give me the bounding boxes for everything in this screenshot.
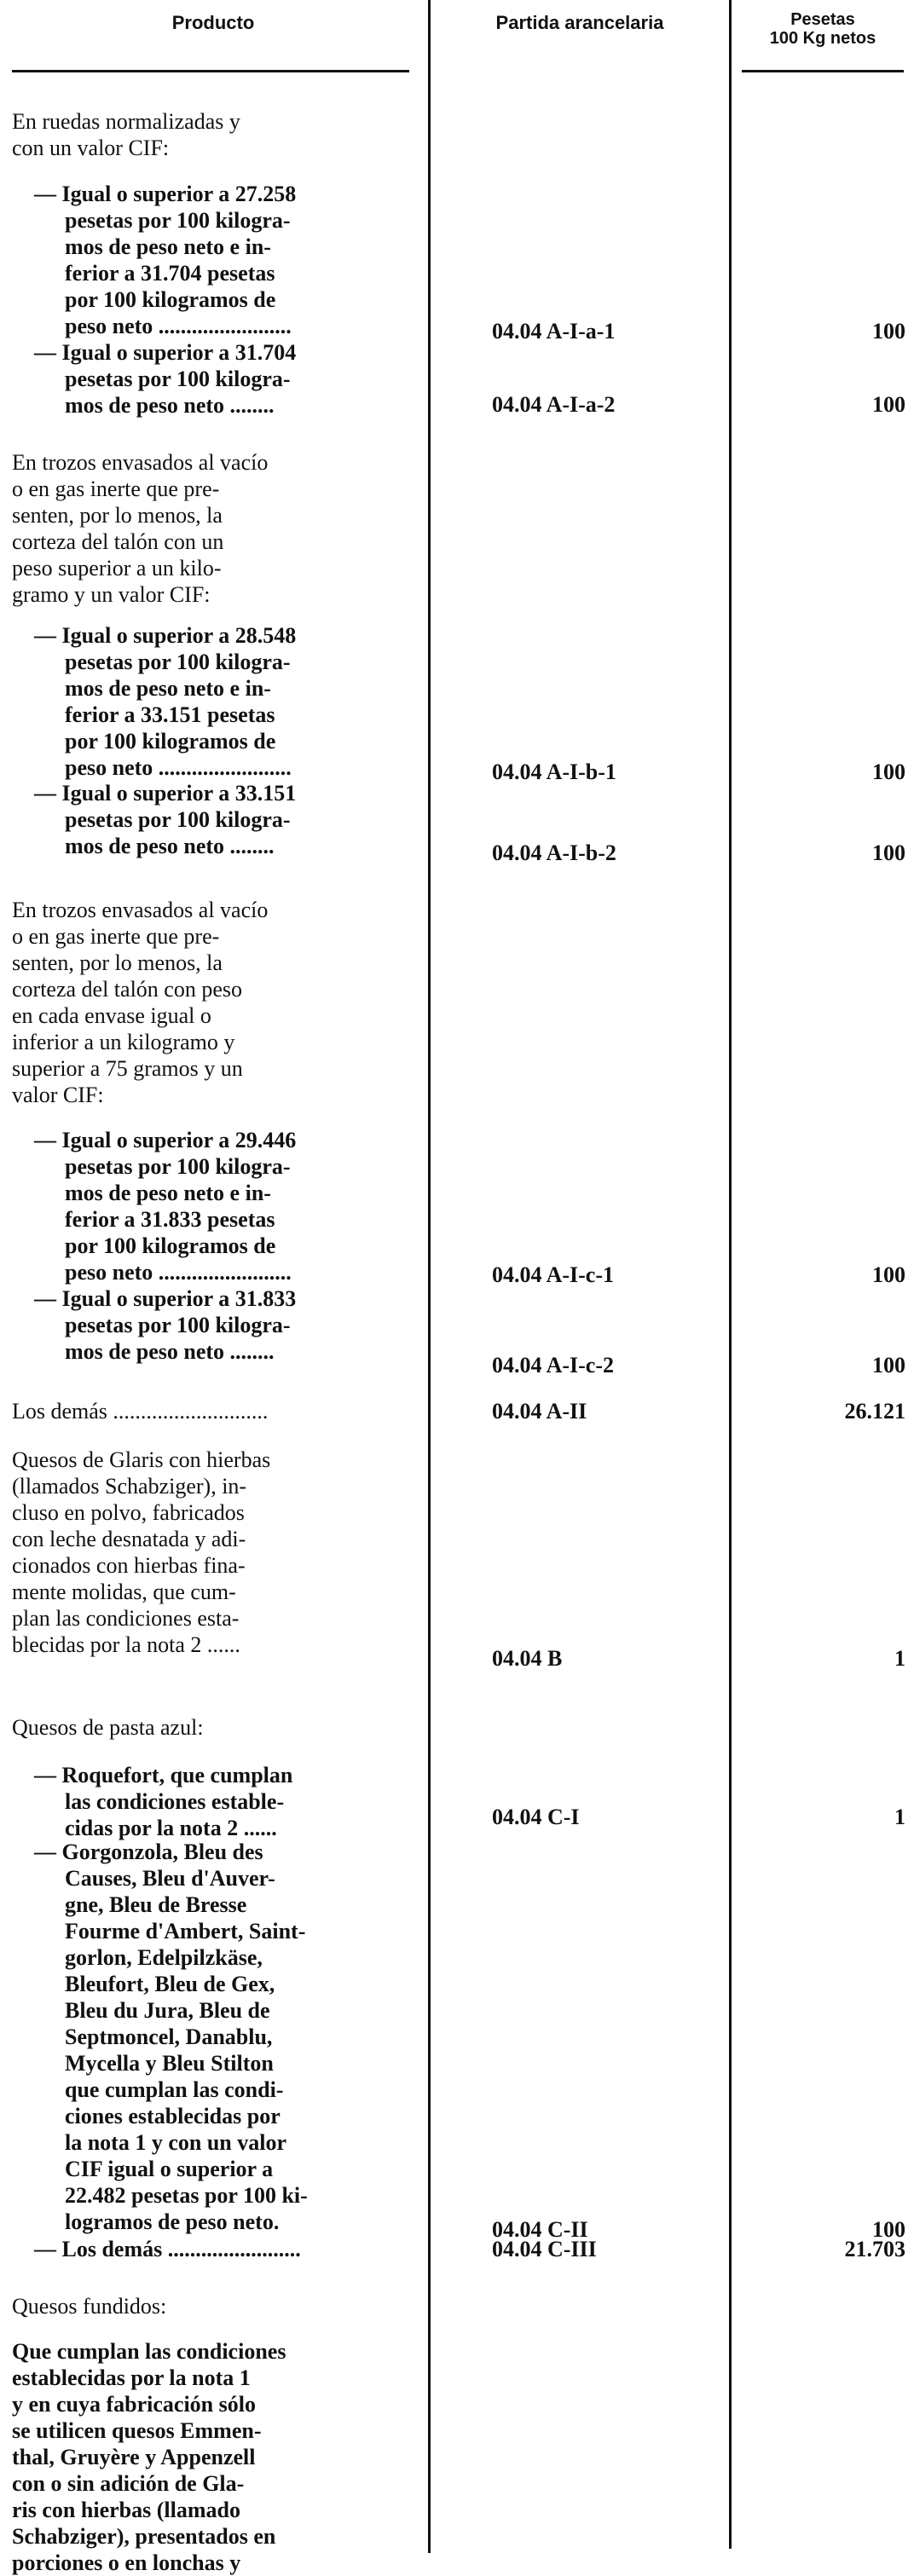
trozos-b-code-1: 04.04 A-I-b-1	[492, 760, 616, 784]
text-line: inferior a un kilogramo y	[12, 1030, 235, 1054]
text-line: CIF igual o superior a	[65, 2157, 274, 2181]
ruedas-code-2: 04.04 A-I-a-2	[492, 392, 616, 417]
text-line: pesetas por 100 kilogra-	[65, 650, 291, 674]
trozos-b-item-1	[34, 622, 296, 781]
text-line: — Igual o superior a 27.258	[34, 182, 297, 206]
azul-rate-2: 100	[872, 2217, 905, 2242]
fundidos-text	[12, 2338, 286, 2576]
text-line: Mycella y Bleu Stilton	[65, 2051, 274, 2076]
text-line: ferior a 31.833 pesetas	[65, 1207, 275, 1232]
text-line: o en gas inerte que pre-	[12, 924, 220, 949]
text-line: mos de peso neto ........	[65, 393, 275, 418]
los-demas-rate: 26.121	[844, 1399, 905, 1424]
text-line: gorlon, Edelpilzkäse,	[65, 1945, 263, 1970]
glaris-rate: 1	[894, 1646, 905, 1671]
text-line: con o sin adición de Gla-	[12, 2471, 245, 2496]
text-line: mos de peso neto ........	[65, 1339, 275, 1364]
trozos-b-item-2	[34, 780, 296, 859]
text-line: pesetas por 100 kilogra-	[65, 208, 291, 233]
text-line: ciones establecidas por	[65, 2104, 281, 2128]
los-demas-code: 04.04 A-II	[492, 1399, 587, 1424]
ruedas-rate-2: 100	[872, 392, 905, 417]
text-line: plan las condiciones esta-	[12, 1606, 240, 1631]
text-line: con leche desnatada y adi-	[12, 1527, 246, 1551]
text-line: En ruedas normalizadas y	[12, 109, 240, 134]
text-line: — Igual o superior a 28.548	[34, 623, 297, 648]
text-line: por 100 kilogramos de	[65, 729, 276, 754]
text-line: pesetas por 100 kilogra-	[65, 807, 291, 832]
header-pesetas	[732, 10, 914, 48]
text-line: pesetas por 100 kilogra-	[65, 1313, 291, 1337]
text-line: mos de peso neto e in-	[65, 234, 271, 259]
azul-item-2	[34, 1839, 308, 2235]
text-line: senten, por lo menos, la	[12, 950, 223, 975]
trozos-b-rate-2: 100	[872, 840, 905, 865]
text-line: mos de peso neto e in-	[65, 676, 271, 701]
trozos-c-heading	[12, 897, 268, 1108]
text-line: se utilicen quesos Emmen-	[12, 2418, 262, 2443]
text-line: — Roquefort, que cumplan	[34, 1763, 293, 1788]
text-line: ferior a 33.151 pesetas	[65, 702, 275, 727]
fundidos-heading: Quesos fundidos:	[12, 2294, 167, 2319]
azul-code-3: 04.04 C-III	[492, 2237, 597, 2261]
azul-item-1	[34, 1762, 292, 1841]
ruedas-item-2	[34, 339, 296, 419]
trozos-b-code-2: 04.04 A-I-b-2	[492, 840, 616, 865]
text-line: Bleu du Jura, Bleu de	[65, 1998, 270, 2023]
azul-item-3: — Los demás ........................	[34, 2237, 301, 2261]
text-line: 22.482 pesetas por 100 ki-	[65, 2183, 308, 2208]
ruedas-code-1: 04.04 A-I-a-1	[492, 319, 616, 344]
text-line: valor CIF:	[12, 1083, 104, 1107]
azul-code-1: 04.04 C-I	[492, 1805, 580, 1829]
trozos-c-code-1: 04.04 A-I-c-1	[492, 1262, 614, 1287]
text-line: con un valor CIF:	[12, 136, 170, 160]
text-line: pesetas por 100 kilogra-	[65, 1154, 291, 1179]
text-line: peso superior a un kilo-	[12, 556, 222, 580]
azul-code-2: 04.04 C-II	[492, 2217, 588, 2242]
ruedas-item-1	[34, 181, 296, 339]
text-line: Schabziger), presentados en	[12, 2524, 276, 2549]
trozos-c-rate-1: 100	[872, 1262, 905, 1287]
azul-rate-3: 21.703	[844, 2237, 905, 2261]
text-line: las condiciones estable-	[65, 1789, 285, 1814]
text-line: en cada envase igual o	[12, 1003, 211, 1028]
text-line: En trozos envasados al vacío	[12, 450, 269, 475]
text-line: — Igual o superior a 31.704	[34, 340, 297, 365]
text-line: cluso en polvo, fabricados	[12, 1500, 245, 1525]
azul-heading: Quesos de pasta azul:	[12, 1715, 204, 1740]
text-line: cionados con hierbas fina-	[12, 1553, 246, 1578]
text-line: mos de peso neto ........	[65, 834, 275, 858]
text-line: Causes, Bleu d'Auver-	[65, 1866, 275, 1891]
trozos-b-rate-1: 100	[872, 760, 905, 784]
text-line: Que cumplan las condiciones	[12, 2339, 286, 2364]
text-line: Fourme d'Ambert, Saint-	[65, 1919, 306, 1944]
ruedas-heading	[12, 108, 240, 161]
trozos-b-heading	[12, 449, 268, 608]
header-rule-right	[742, 70, 904, 72]
text-line: la nota 1 y con un valor	[65, 2130, 287, 2155]
text-line: porciones o en lonchas y	[12, 2550, 241, 2575]
text-line: gne, Bleu de Bresse	[65, 1892, 247, 1917]
header-pesetas-line2: 100 Kg netos	[769, 29, 876, 48]
text-line: peso neto ........................	[65, 314, 292, 338]
text-line: Quesos de Glaris con hierbas	[12, 1447, 271, 1472]
text-line: peso neto ........................	[65, 1260, 292, 1285]
text-line: (llamados Schabziger), in-	[12, 1474, 247, 1499]
azul-rate-1: 1	[894, 1805, 905, 1829]
text-line: Septmoncel, Danablu,	[65, 2024, 273, 2049]
text-line: gramo y un valor CIF:	[12, 582, 211, 607]
text-line: thal, Gruyère y Appenzell	[12, 2445, 256, 2469]
text-line: senten, por lo menos, la	[12, 503, 223, 528]
text-line: peso neto ........................	[65, 755, 292, 780]
text-line: En trozos envasados al vacío	[12, 898, 269, 922]
text-line: mente molidas, que cum-	[12, 1580, 236, 1604]
text-line: mos de peso neto e in-	[65, 1181, 271, 1205]
text-line: establecidas por la nota 1	[12, 2365, 251, 2390]
text-line: corteza del talón con un	[12, 529, 224, 554]
text-line: por 100 kilogramos de	[65, 1233, 276, 1258]
header-rule-left	[12, 70, 409, 72]
text-line: ris con hierbas (llamado	[12, 2498, 240, 2522]
text-line: ferior a 31.704 pesetas	[65, 261, 275, 286]
text-line: o en gas inerte que pre-	[12, 477, 220, 501]
text-line: por 100 kilogramos de	[65, 287, 276, 312]
glaris-code: 04.04 B	[492, 1646, 563, 1671]
header-pesetas-line1: Pesetas	[790, 10, 855, 29]
text-line: logramos de peso neto.	[65, 2209, 280, 2234]
trozos-c-item-2	[34, 1285, 296, 1365]
text-line: corteza del talón con peso	[12, 977, 242, 1002]
text-line: blecidas por la nota 2 ......	[12, 1632, 240, 1657]
text-line: superior a 75 gramos y un	[12, 1056, 243, 1081]
trozos-c-rate-2: 100	[872, 1353, 905, 1378]
text-line: y en cuya fabricación sólo	[12, 2392, 256, 2417]
text-line: cidas por la nota 2 ......	[65, 1816, 277, 1840]
text-line: — Igual o superior a 33.151	[34, 781, 297, 806]
text-line: — Igual o superior a 31.833	[34, 1286, 297, 1311]
header-producto: Producto	[171, 12, 255, 33]
glaris-text	[12, 1447, 270, 1658]
trozos-c-item-1	[34, 1127, 296, 1285]
column-divider-2	[729, 0, 732, 2549]
column-divider-1	[428, 0, 431, 2553]
header-partida: Partida arancelaria	[495, 12, 664, 33]
text-line: que cumplan las condi-	[65, 2077, 284, 2102]
text-line: pesetas por 100 kilogra-	[65, 367, 291, 391]
text-line: Bleufort, Bleu de Gex,	[65, 1972, 275, 1996]
ruedas-rate-1: 100	[872, 319, 905, 344]
trozos-c-code-2: 04.04 A-I-c-2	[492, 1353, 614, 1378]
los-demas-label: Los demás ............................	[12, 1399, 269, 1424]
text-line: — Gorgonzola, Bleu des	[34, 1840, 263, 1864]
text-line: — Igual o superior a 29.446	[34, 1128, 297, 1152]
